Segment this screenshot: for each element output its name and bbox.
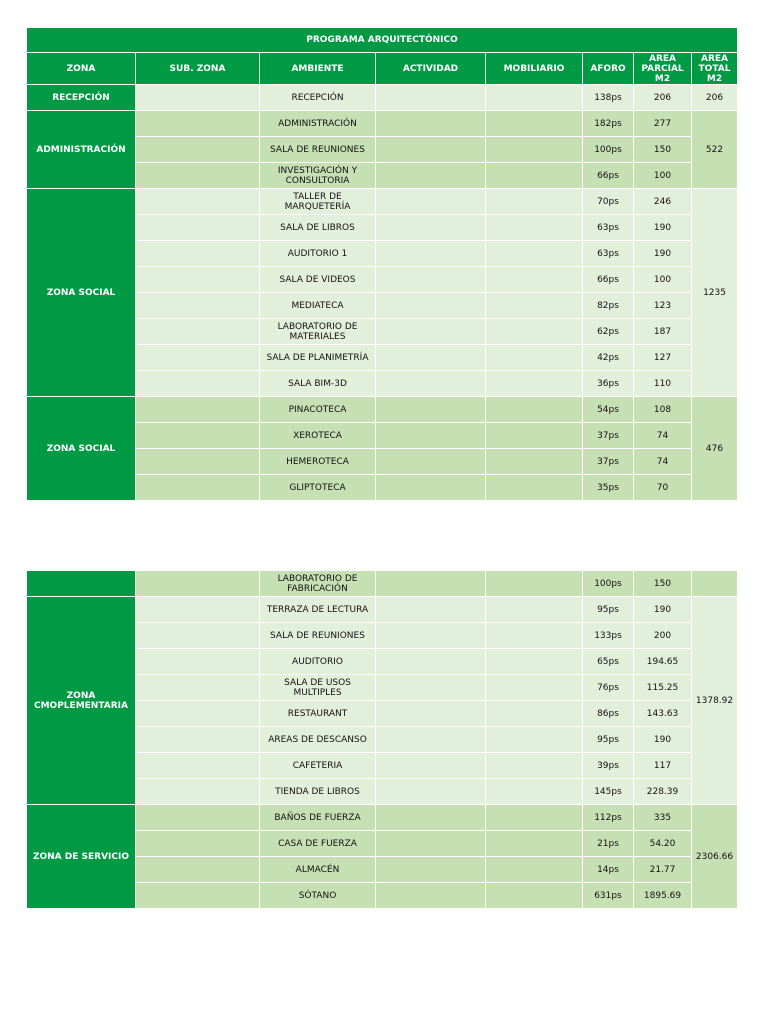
sub-zona-cell xyxy=(136,857,260,883)
ambiente-cell: RECEPCIÓN xyxy=(260,85,376,111)
mobiliario-cell xyxy=(486,85,583,111)
table-row xyxy=(27,111,738,137)
header-zona: ZONA xyxy=(27,53,136,85)
area-parcial-cell: 21.77 xyxy=(634,857,692,883)
area-parcial-cell: 110 xyxy=(634,371,692,397)
actividad-cell xyxy=(376,319,486,345)
zona-cell: ADMINISTRACIÓN xyxy=(27,111,136,189)
ambiente-cell: CASA DE FUERZA xyxy=(260,831,376,857)
area-parcial-cell: 277 xyxy=(634,111,692,137)
actividad-cell xyxy=(376,753,486,779)
sub-zona-cell xyxy=(136,883,260,909)
sub-zona-cell xyxy=(136,701,260,727)
actividad-cell xyxy=(376,241,486,267)
ambiente-cell: MEDIATECA xyxy=(260,293,376,319)
mobiliario-cell xyxy=(486,267,583,293)
ambiente-cell: CAFETERIA xyxy=(260,753,376,779)
ambiente-cell: SALA BIM-3D xyxy=(260,371,376,397)
aforo-cell: 37ps xyxy=(583,449,634,475)
table-row xyxy=(27,397,738,423)
mobiliario-cell xyxy=(486,753,583,779)
program-table-1 xyxy=(26,27,738,501)
actividad-cell xyxy=(376,675,486,701)
area-parcial-cell: 194.65 xyxy=(634,649,692,675)
mobiliario-cell xyxy=(486,189,583,215)
mobiliario-cell xyxy=(486,623,583,649)
area-parcial-cell: 123 xyxy=(634,293,692,319)
table-title: PROGRAMA ARQUITECTÓNICO xyxy=(27,28,738,53)
ambiente-cell: TIENDA DE LIBROS xyxy=(260,779,376,805)
aforo-cell: 66ps xyxy=(583,267,634,293)
aforo-cell: 182ps xyxy=(583,111,634,137)
sub-zona-cell xyxy=(136,293,260,319)
aforo-cell: 65ps xyxy=(583,649,634,675)
ambiente-cell: HEMEROTECA xyxy=(260,449,376,475)
actividad-cell xyxy=(376,475,486,501)
zona-cell: RECEPCIÓN xyxy=(27,85,136,111)
sub-zona-cell xyxy=(136,649,260,675)
ambiente-cell: ADMINISTRACIÓN xyxy=(260,111,376,137)
table-row xyxy=(27,805,738,831)
aforo-cell: 35ps xyxy=(583,475,634,501)
header-area-total: AREA TOTAL M2 xyxy=(692,53,738,85)
area-parcial-cell: 190 xyxy=(634,241,692,267)
aforo-cell: 95ps xyxy=(583,597,634,623)
table-row xyxy=(27,597,738,623)
actividad-cell xyxy=(376,571,486,597)
header-aforo: AFORO xyxy=(583,53,634,85)
mobiliario-cell xyxy=(486,397,583,423)
actividad-cell xyxy=(376,857,486,883)
ambiente-cell: AUDITORIO 1 xyxy=(260,241,376,267)
ambiente-cell: AREAS DE DESCANSO xyxy=(260,727,376,753)
area-total-cell: 476 xyxy=(692,397,738,501)
mobiliario-cell xyxy=(486,371,583,397)
mobiliario-cell xyxy=(486,831,583,857)
ambiente-cell: SALA DE USOS MULTIPLES xyxy=(260,675,376,701)
sub-zona-cell xyxy=(136,727,260,753)
aforo-cell: 145ps xyxy=(583,779,634,805)
actividad-cell xyxy=(376,111,486,137)
aforo-cell: 82ps xyxy=(583,293,634,319)
aforo-cell: 70ps xyxy=(583,189,634,215)
mobiliario-cell xyxy=(486,319,583,345)
actividad-cell xyxy=(376,215,486,241)
area-parcial-cell: 100 xyxy=(634,163,692,189)
area-parcial-cell: 190 xyxy=(634,597,692,623)
zona-cell: ZONA SOCIAL xyxy=(27,397,136,501)
sub-zona-cell xyxy=(136,267,260,293)
sub-zona-cell xyxy=(136,675,260,701)
mobiliario-cell xyxy=(486,883,583,909)
mobiliario-cell xyxy=(486,805,583,831)
sub-zona-cell xyxy=(136,779,260,805)
ambiente-cell: LABORATORIO DE FABRICACIÓN xyxy=(260,571,376,597)
ambiente-cell: SALA DE LIBROS xyxy=(260,215,376,241)
ambiente-cell: SALA DE VIDEOS xyxy=(260,267,376,293)
sub-zona-cell xyxy=(136,623,260,649)
area-parcial-cell: 150 xyxy=(634,571,692,597)
area-parcial-cell: 108 xyxy=(634,397,692,423)
actividad-cell xyxy=(376,163,486,189)
area-parcial-cell: 187 xyxy=(634,319,692,345)
sub-zona-cell xyxy=(136,423,260,449)
mobiliario-cell xyxy=(486,163,583,189)
aforo-cell: 76ps xyxy=(583,675,634,701)
mobiliario-cell xyxy=(486,571,583,597)
area-parcial-cell: 190 xyxy=(634,215,692,241)
aforo-cell: 95ps xyxy=(583,727,634,753)
mobiliario-cell xyxy=(486,137,583,163)
area-parcial-cell: 190 xyxy=(634,727,692,753)
area-parcial-cell: 74 xyxy=(634,423,692,449)
actividad-cell xyxy=(376,293,486,319)
sub-zona-cell xyxy=(136,319,260,345)
program-table-1-body xyxy=(27,85,738,501)
aforo-cell: 21ps xyxy=(583,831,634,857)
area-parcial-cell: 74 xyxy=(634,449,692,475)
ambiente-cell: TERRAZA DE LECTURA xyxy=(260,597,376,623)
aforo-cell: 54ps xyxy=(583,397,634,423)
area-parcial-cell: 206 xyxy=(634,85,692,111)
area-parcial-cell: 70 xyxy=(634,475,692,501)
ambiente-cell: XEROTECA xyxy=(260,423,376,449)
program-table-2 xyxy=(26,570,738,909)
sub-zona-cell xyxy=(136,449,260,475)
ambiente-cell: SÓTANO xyxy=(260,883,376,909)
ambiente-cell: SALA DE REUNIONES xyxy=(260,137,376,163)
ambiente-cell: INVESTIGACIÓN Y CONSULTORIA xyxy=(260,163,376,189)
sub-zona-cell xyxy=(136,111,260,137)
actividad-cell xyxy=(376,649,486,675)
sub-zona-cell xyxy=(136,189,260,215)
header-ambiente: AMBIENTE xyxy=(260,53,376,85)
ambiente-cell: GLIPTOTECA xyxy=(260,475,376,501)
zona-cell xyxy=(27,571,136,597)
mobiliario-cell xyxy=(486,727,583,753)
sub-zona-cell xyxy=(136,163,260,189)
sub-zona-cell xyxy=(136,597,260,623)
area-parcial-cell: 150 xyxy=(634,137,692,163)
sub-zona-cell xyxy=(136,475,260,501)
actividad-cell xyxy=(376,345,486,371)
actividad-cell xyxy=(376,727,486,753)
sub-zona-cell xyxy=(136,831,260,857)
mobiliario-cell xyxy=(486,857,583,883)
aforo-cell: 14ps xyxy=(583,857,634,883)
actividad-cell xyxy=(376,397,486,423)
area-parcial-cell: 127 xyxy=(634,345,692,371)
sub-zona-cell xyxy=(136,215,260,241)
actividad-cell xyxy=(376,831,486,857)
sub-zona-cell xyxy=(136,397,260,423)
table-row xyxy=(27,189,738,215)
mobiliario-cell xyxy=(486,779,583,805)
header-actividad: ACTIVIDAD xyxy=(376,53,486,85)
table-row xyxy=(27,571,738,597)
aforo-cell: 631ps xyxy=(583,883,634,909)
ambiente-cell: PINACOTECA xyxy=(260,397,376,423)
actividad-cell xyxy=(376,189,486,215)
mobiliario-cell xyxy=(486,449,583,475)
aforo-cell: 63ps xyxy=(583,215,634,241)
area-total-cell: 206 xyxy=(692,85,738,111)
actividad-cell xyxy=(376,883,486,909)
ambiente-cell: RESTAURANT xyxy=(260,701,376,727)
ambiente-cell: TALLER DE MARQUETERÍA xyxy=(260,189,376,215)
sub-zona-cell xyxy=(136,753,260,779)
ambiente-cell: SALA DE PLANIMETRÍA xyxy=(260,345,376,371)
area-parcial-cell: 246 xyxy=(634,189,692,215)
zona-cell: ZONA CMOPLEMENTARIA xyxy=(27,597,136,805)
mobiliario-cell xyxy=(486,675,583,701)
actividad-cell xyxy=(376,137,486,163)
area-parcial-cell: 100 xyxy=(634,267,692,293)
actividad-cell xyxy=(376,85,486,111)
mobiliario-cell xyxy=(486,423,583,449)
area-parcial-cell: 54.20 xyxy=(634,831,692,857)
area-parcial-cell: 228.39 xyxy=(634,779,692,805)
zona-cell: ZONA SOCIAL xyxy=(27,189,136,397)
sub-zona-cell xyxy=(136,345,260,371)
area-total-cell: 2306.66 xyxy=(692,805,738,909)
header-mobiliario: MOBILIARIO xyxy=(486,53,583,85)
actividad-cell xyxy=(376,701,486,727)
actividad-cell xyxy=(376,423,486,449)
table-row xyxy=(27,85,738,111)
actividad-cell xyxy=(376,371,486,397)
sub-zona-cell xyxy=(136,241,260,267)
aforo-cell: 133ps xyxy=(583,623,634,649)
actividad-cell xyxy=(376,267,486,293)
aforo-cell: 66ps xyxy=(583,163,634,189)
actividad-cell xyxy=(376,805,486,831)
header-sub-zona: SUB. ZONA xyxy=(136,53,260,85)
area-total-cell: 522 xyxy=(692,111,738,189)
mobiliario-cell xyxy=(486,597,583,623)
ambiente-cell: BAÑOS DE FUERZA xyxy=(260,805,376,831)
sub-zona-cell xyxy=(136,571,260,597)
mobiliario-cell xyxy=(486,701,583,727)
mobiliario-cell xyxy=(486,649,583,675)
ambiente-cell: AUDITORIO xyxy=(260,649,376,675)
area-parcial-cell: 115.25 xyxy=(634,675,692,701)
area-parcial-cell: 1895.69 xyxy=(634,883,692,909)
area-total-cell xyxy=(692,571,738,597)
sub-zona-cell xyxy=(136,371,260,397)
sub-zona-cell xyxy=(136,805,260,831)
ambiente-cell: ALMACÉN xyxy=(260,857,376,883)
area-parcial-cell: 143.63 xyxy=(634,701,692,727)
aforo-cell: 39ps xyxy=(583,753,634,779)
mobiliario-cell xyxy=(486,111,583,137)
actividad-cell xyxy=(376,449,486,475)
area-parcial-cell: 335 xyxy=(634,805,692,831)
sub-zona-cell xyxy=(136,85,260,111)
area-parcial-cell: 117 xyxy=(634,753,692,779)
mobiliario-cell xyxy=(486,293,583,319)
mobiliario-cell xyxy=(486,241,583,267)
aforo-cell: 112ps xyxy=(583,805,634,831)
aforo-cell: 100ps xyxy=(583,571,634,597)
mobiliario-cell xyxy=(486,475,583,501)
area-parcial-cell: 200 xyxy=(634,623,692,649)
sub-zona-cell xyxy=(136,137,260,163)
area-total-cell: 1235 xyxy=(692,189,738,397)
aforo-cell: 138ps xyxy=(583,85,634,111)
aforo-cell: 42ps xyxy=(583,345,634,371)
actividad-cell xyxy=(376,597,486,623)
aforo-cell: 86ps xyxy=(583,701,634,727)
actividad-cell xyxy=(376,623,486,649)
program-table-2-body xyxy=(27,571,738,909)
ambiente-cell: LABORATORIO DE MATERIALES xyxy=(260,319,376,345)
header-area-parcial: AREA PARCIAL M2 xyxy=(634,53,692,85)
aforo-cell: 100ps xyxy=(583,137,634,163)
ambiente-cell: SALA DE REUNIONES xyxy=(260,623,376,649)
mobiliario-cell xyxy=(486,345,583,371)
aforo-cell: 37ps xyxy=(583,423,634,449)
mobiliario-cell xyxy=(486,215,583,241)
aforo-cell: 36ps xyxy=(583,371,634,397)
area-total-cell: 1378.92 xyxy=(692,597,738,805)
aforo-cell: 63ps xyxy=(583,241,634,267)
actividad-cell xyxy=(376,779,486,805)
aforo-cell: 62ps xyxy=(583,319,634,345)
zona-cell: ZONA DE SERVICIO xyxy=(27,805,136,909)
